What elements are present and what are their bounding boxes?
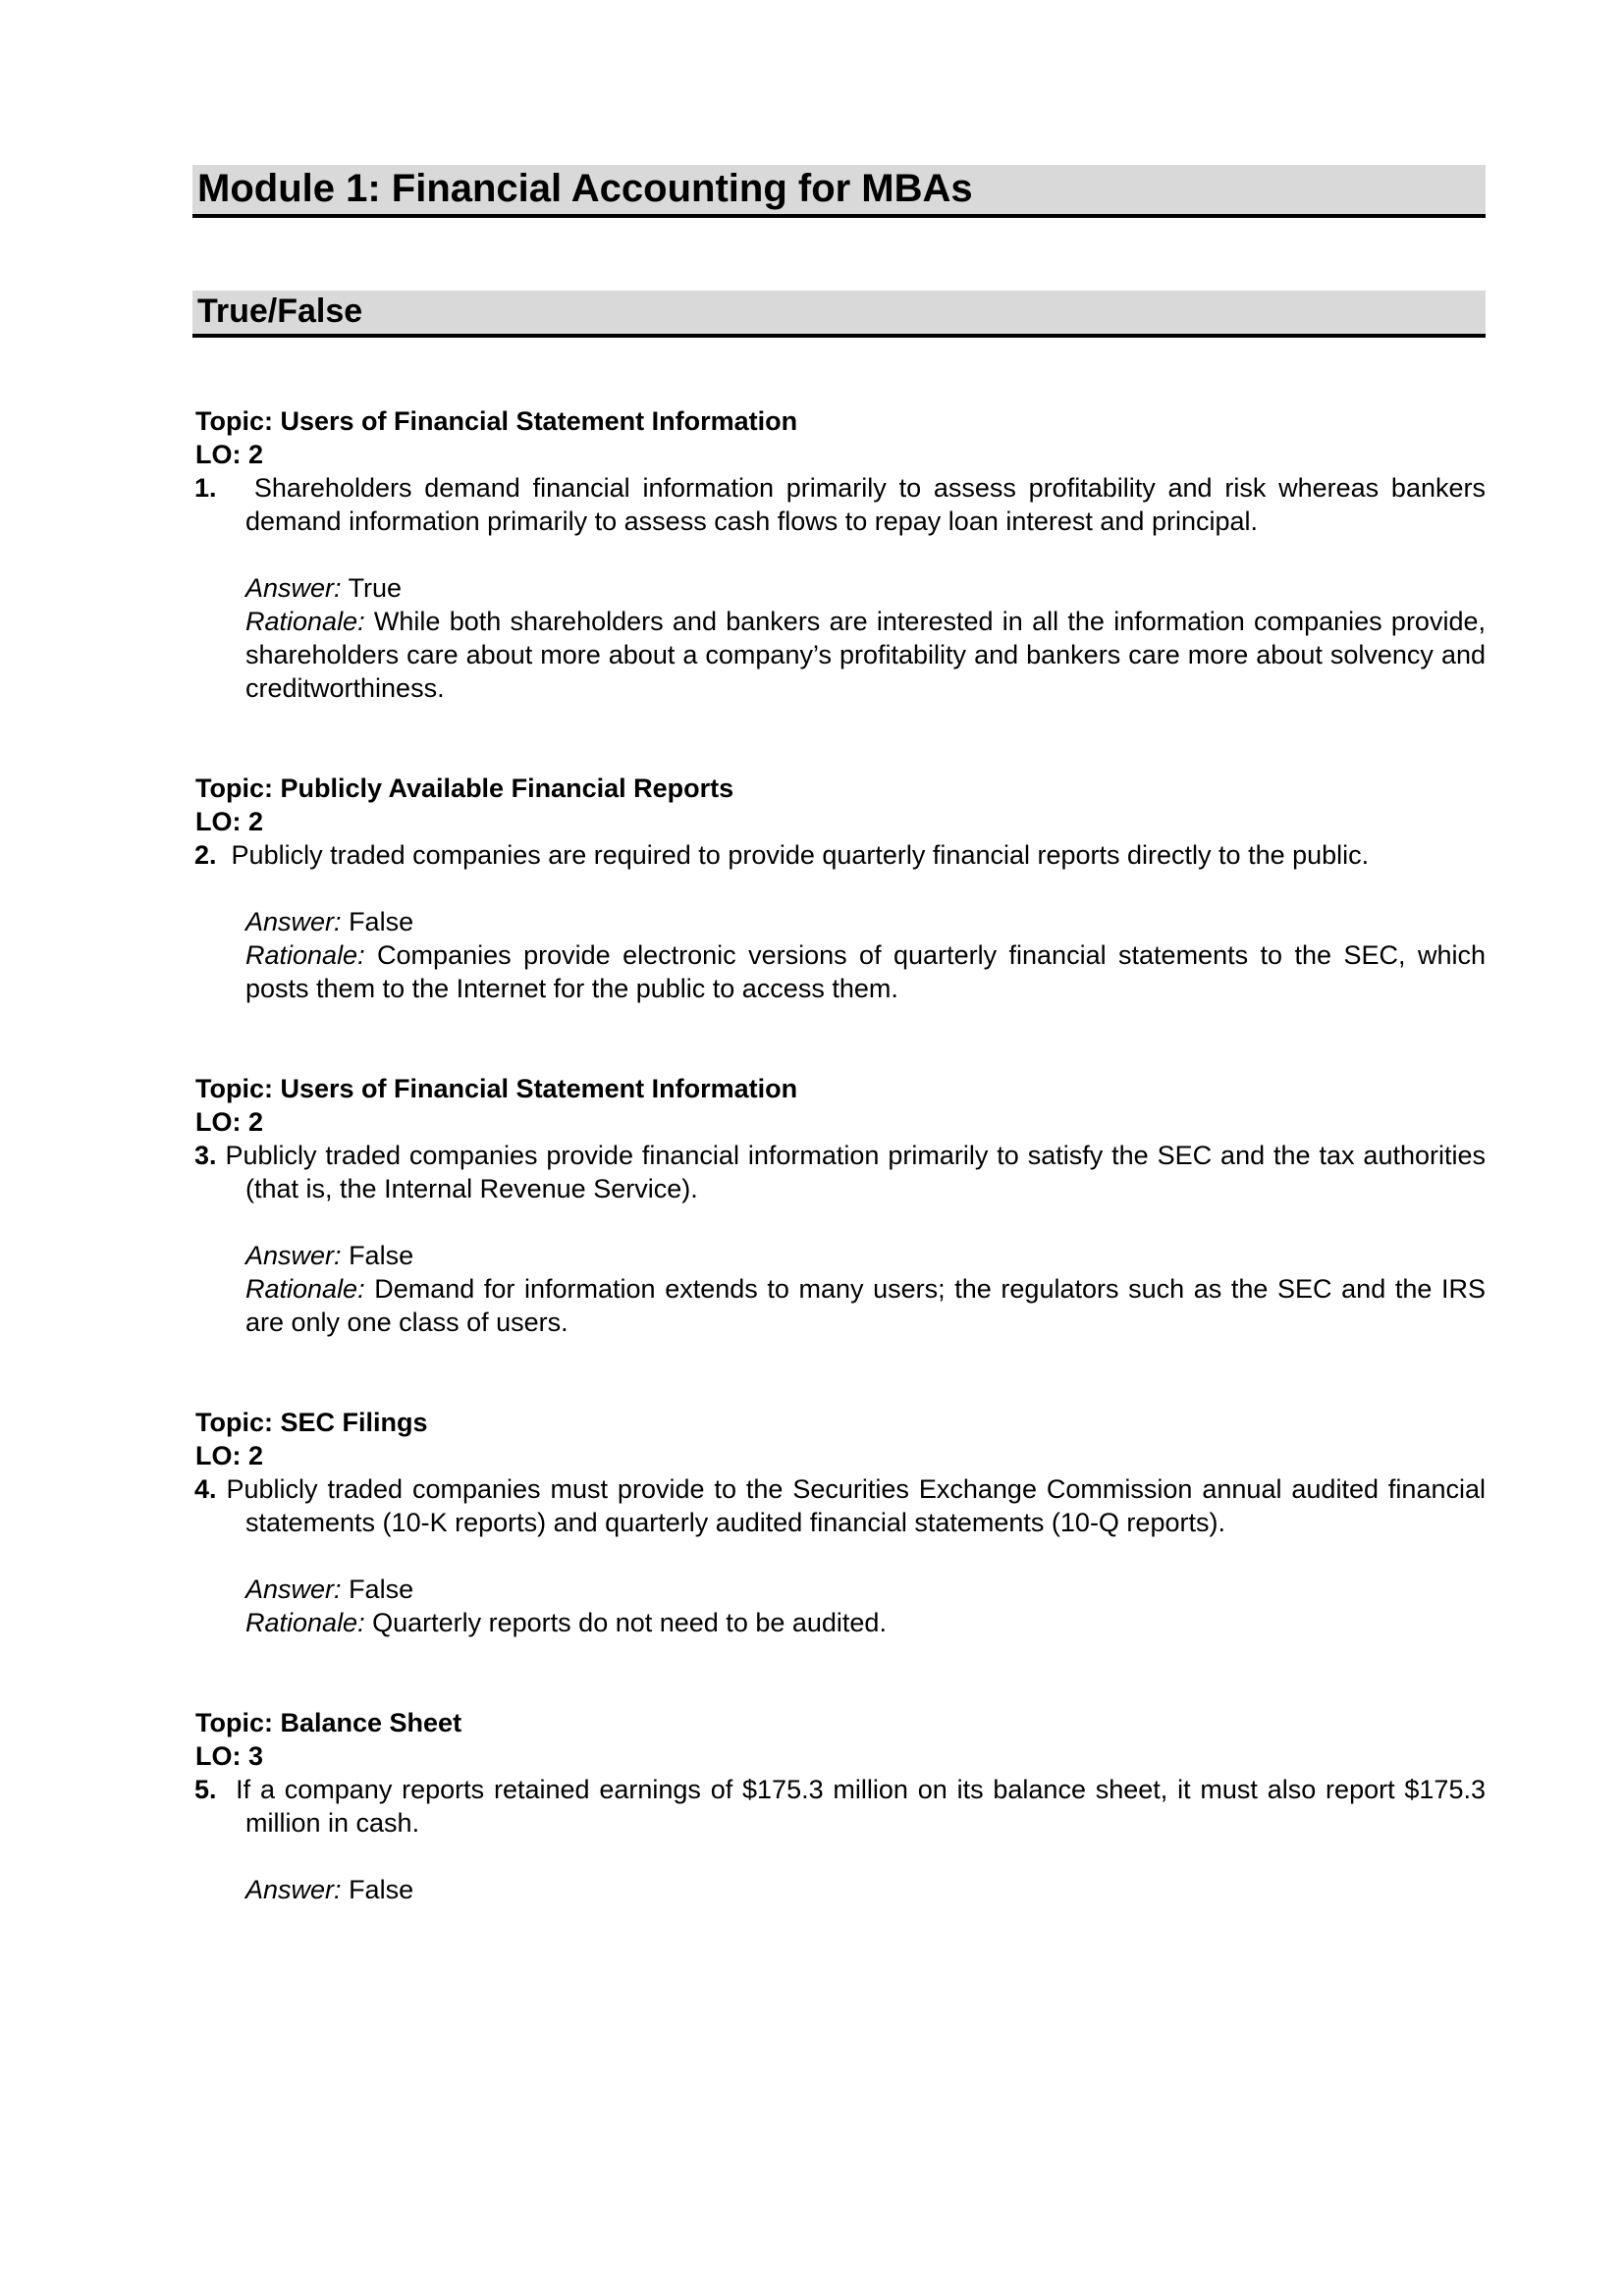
question-item	[192, 1706, 1486, 1906]
answer-value: False	[349, 907, 414, 936]
question-item	[192, 404, 1486, 705]
question-stem	[192, 1139, 1486, 1205]
rationale-text: Demand for information extends to many users; the regulators such as the SEC and the IRS are only one class of users.	[245, 1274, 1486, 1337]
rationale-label: Rationale:	[245, 1274, 365, 1304]
question-lo: LO: 2	[195, 807, 264, 836]
question-rationale	[192, 1606, 1486, 1639]
rationale-text: Quarterly reports do not need to be audited.	[372, 1608, 887, 1637]
answer-value: False	[349, 1875, 414, 1904]
question-lo: LO: 2	[195, 1107, 264, 1137]
question-stem	[192, 471, 1486, 538]
question-answer	[192, 905, 1486, 938]
answer-value: False	[349, 1241, 414, 1270]
section-title: True/False	[192, 291, 1486, 338]
question-topic: Topic: Users of Financial Statement Information	[195, 1074, 798, 1103]
question-rationale	[192, 938, 1486, 1005]
question-topic: Topic: SEC Filings	[195, 1408, 428, 1437]
question-list	[192, 404, 1486, 1906]
question-topic: Topic: Balance Sheet	[195, 1708, 462, 1737]
question-number: 5.	[194, 1775, 217, 1804]
rationale-label: Rationale:	[245, 940, 365, 970]
question-answer	[192, 1573, 1486, 1606]
answer-label: Answer:	[245, 1575, 342, 1604]
question-rationale	[192, 605, 1486, 705]
question-item	[192, 1406, 1486, 1639]
question-item	[192, 772, 1486, 1005]
document-page	[192, 165, 1486, 1906]
question-text: Publicly traded companies are required to provide quarterly financial reports directly to the public.	[231, 840, 1370, 870]
question-topic: Topic: Users of Financial Statement Information	[195, 406, 798, 436]
question-stem	[192, 1773, 1486, 1840]
question-number: 2.	[194, 840, 217, 870]
rationale-text: Companies provide electronic versions of quarterly financial statements to the SEC, which posts them to the Internet for the public to access them.	[245, 940, 1486, 1003]
question-number: 3.	[194, 1141, 217, 1170]
question-answer	[192, 1239, 1486, 1272]
answer-label: Answer:	[245, 1241, 342, 1270]
question-stem	[192, 1472, 1486, 1539]
question-topic: Topic: Publicly Available Financial Reports	[195, 774, 734, 803]
question-lo: LO: 3	[195, 1741, 264, 1771]
question-number: 1.	[194, 473, 217, 503]
rationale-label: Rationale:	[245, 607, 365, 636]
question-answer	[192, 571, 1486, 605]
question-item	[192, 1072, 1486, 1339]
answer-label: Answer:	[245, 1875, 342, 1904]
question-text: Publicly traded companies provide financial information primarily to satisfy the SEC and the tax authorities (that is, the Internal Revenue Service).	[225, 1141, 1486, 1203]
rationale-label: Rationale:	[245, 1608, 365, 1637]
question-lo: LO: 2	[195, 440, 264, 469]
question-text: Publicly traded companies must provide to the Securities Exchange Commission annual audited financial statements (10-K reports) and quarterly audited financial statements (10-Q reports).	[226, 1474, 1486, 1537]
question-text: If a company reports retained earnings of $175.3 million on its balance sheet, it must also report $175.3 million in cash.	[236, 1775, 1486, 1838]
question-answer	[192, 1873, 1486, 1906]
question-number: 4.	[194, 1474, 217, 1504]
answer-value: False	[349, 1575, 414, 1604]
rationale-text: While both shareholders and bankers are interested in all the information companies provide, shareholders care about more about a company’s profitability and bankers care more about solvency and creditworthiness.	[245, 607, 1486, 703]
question-rationale	[192, 1272, 1486, 1339]
question-text: Shareholders demand financial information primarily to assess profitability and risk whereas bankers demand information primarily to assess cash flows to repay loan interest and principal.	[245, 473, 1486, 536]
question-stem	[192, 838, 1486, 872]
answer-label: Answer:	[245, 907, 342, 936]
answer-value: True	[348, 573, 403, 603]
answer-label: Answer:	[245, 573, 342, 603]
module-title: Module 1: Financial Accounting for MBAs	[192, 165, 1486, 218]
question-lo: LO: 2	[195, 1441, 264, 1470]
